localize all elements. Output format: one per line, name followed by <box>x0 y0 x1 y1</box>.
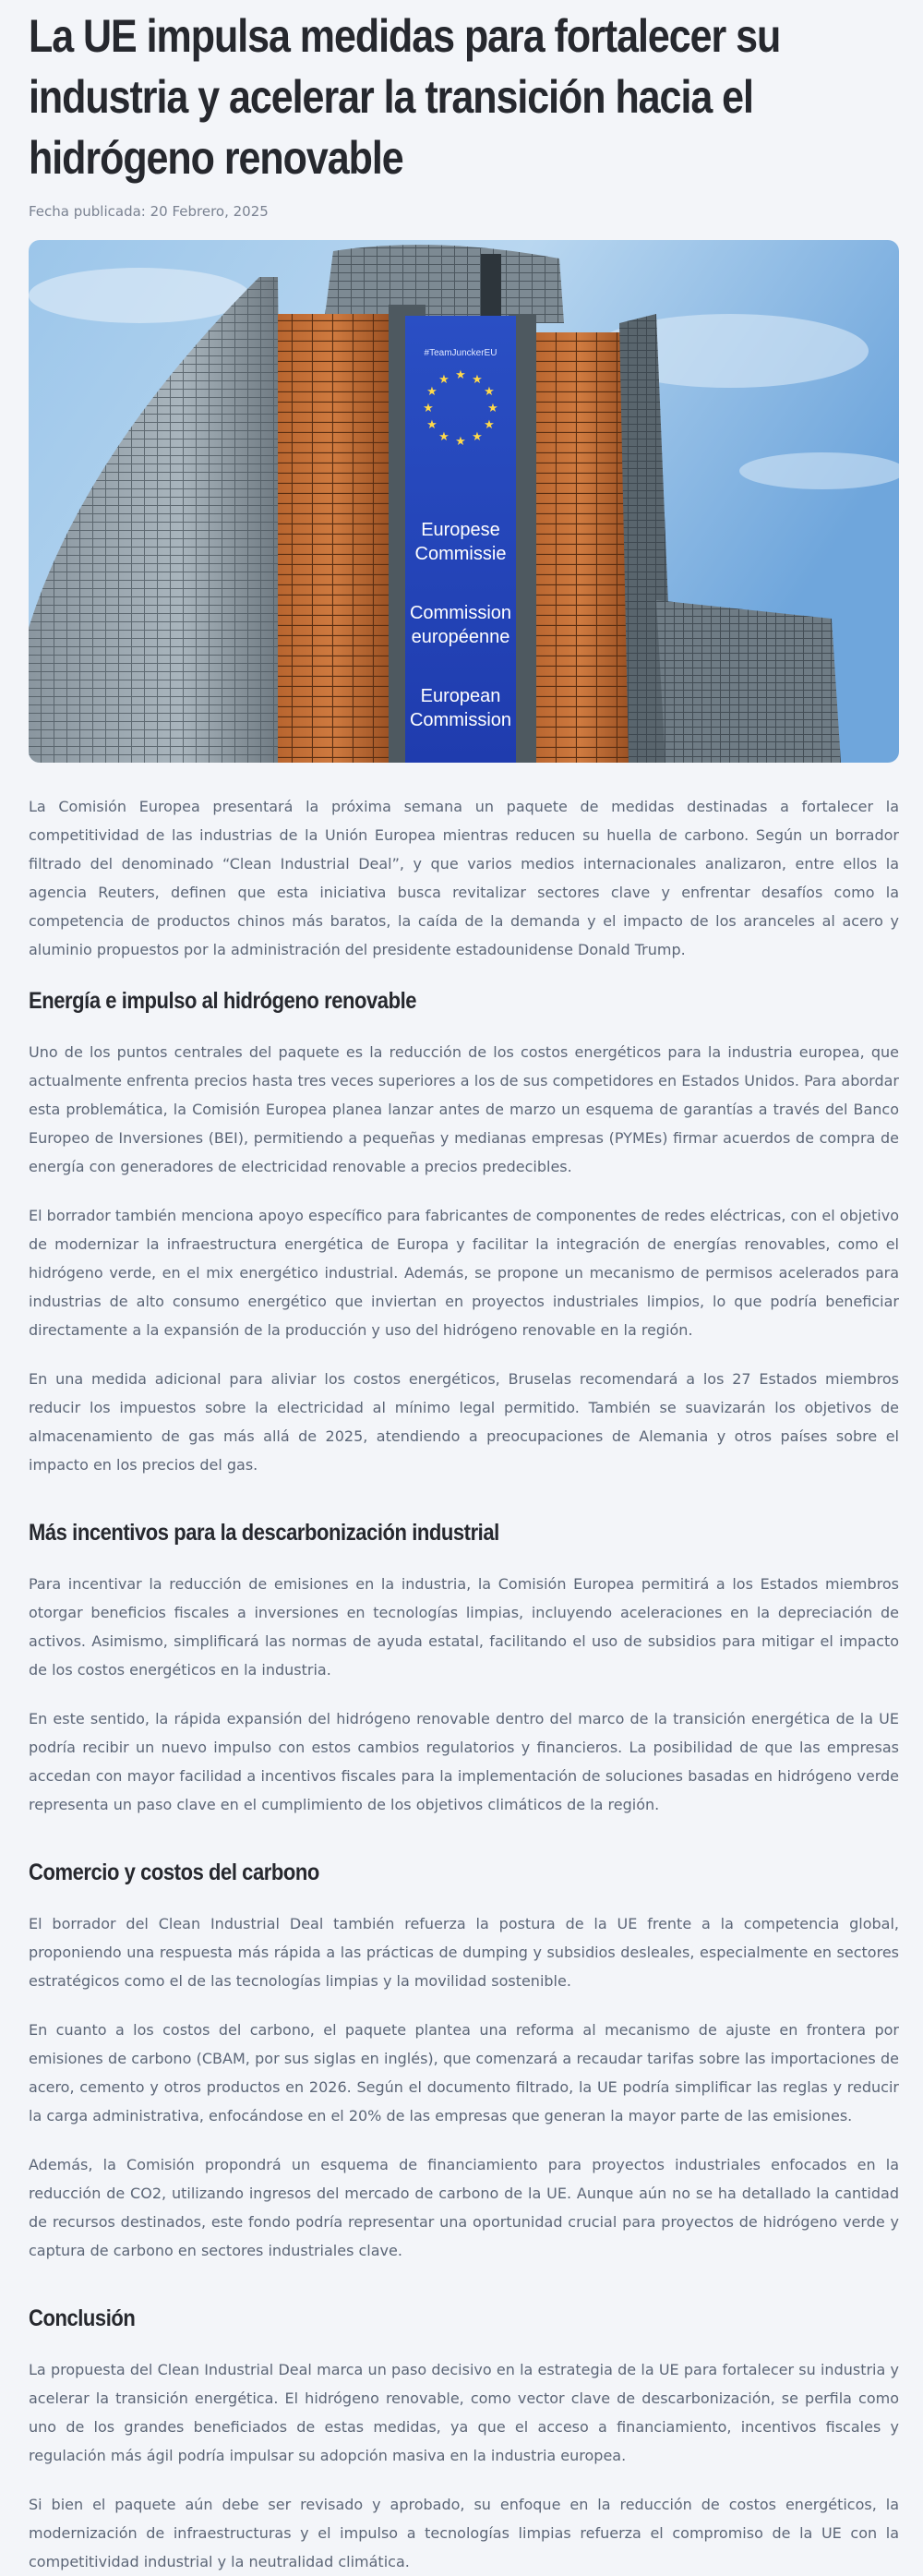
banner-hashtag: #TeamJunckerEU <box>424 348 497 358</box>
section-heading: Comercio y costos del carbono <box>29 1860 319 1885</box>
publish-date: Fecha publicada: 20 Febrero, 2025 <box>29 203 269 220</box>
svg-text:★: ★ <box>484 418 495 432</box>
section-paragraph: Para incentivar la reducción de emisiones en la industria, la Comisión Europea permitirá a los Estados miembros otorgar beneficios fiscales a inversiones en tecnologías limpias, incluyendo aceleraciones en la depreciación de activos. Asimismo, simplificará las normas de ayuda estatal, facilitando el uso de subsidios para mitigar el impacto de los costos energéticos en la industria. <box>29 1575 899 1679</box>
svg-text:★: ★ <box>426 418 438 432</box>
intro-paragraph: La Comisión Europea presentará la próxima semana un paquete de medidas destinadas a fortalecer la competitividad de las industrias de la Unión Europea mientras reducen su huella de carbono. Según un borrador filtrado del denominado “Clean Industrial Deal”, y que varios medios internacionales analizaron, entre ellos la agencia Reuters, definen que esta iniciativa busca revitalizar sectores clave y enfrentar desafíos como la competencia de productos chinos más baratos, la caída de la demanda y el impacto de los aranceles al acero y aluminio propuestos por la administración del presidente estadounidense Donald Trump. <box>29 798 899 958</box>
berlaymont-building-photo <box>29 240 899 763</box>
section-paragraph: La propuesta del Clean Industrial Deal marca un paso decisivo en la estrategia de la UE para fortalecer su industria y acelerar la transición energética. El hidrógeno renovable, como vector clave de descarbonización, se perfila como uno de los grandes beneficiados de estas medidas, ya que el acceso a financiamiento, incentivos fiscales y regulación más ágil podría impulsar su adopción masiva en la industria europea. <box>29 2361 899 2464</box>
section-paragraph: En cuanto a los costos del carbono, el paquete plantea una reforma al mecanismo de ajuste en frontera por emisiones de carbono (CBAM, por sus siglas en inglés), que comenzará a recaudar tarifas sobre las importaciones de acero, cemento y otros productos en 2026. Según el documento filtrado, la UE podría simplificar las reglas y reducir la carga administrativa, enfocándose en el 20% de las empresas que generan la mayor parte de las emisiones. <box>29 2021 899 2125</box>
banner-line: European <box>420 686 501 706</box>
section-heading: Más incentivos para la descarbonización industrial <box>29 1520 499 1546</box>
section-paragraph: Si bien el paquete aún debe ser revisado y aprobado, su enfoque en la reducción de costos energéticos, la modernización de infraestructuras y el impulso a tecnologías limpias refuerza el compromiso de la UE con la competitividad industrial y la neutralidad climática. <box>29 2496 899 2570</box>
article-title: La UE impulsa medidas para fortalecer su industria y acelerar la transición hacia el hidrógeno renovable <box>29 10 781 184</box>
svg-text:★: ★ <box>455 368 466 382</box>
section-paragraph: En una medida adicional para aliviar los costos energéticos, Bruselas recomendará a los 27 Estados miembros reducir los impuestos sobre la electricidad al mínimo legal permitido. También se suavizarán los objetivos de almacenamiento de gas más allá de 2025, atendiendo a preocupaciones de Alemania y otros países sobre el impacto en los precios del gas. <box>29 1370 899 1474</box>
svg-text:★: ★ <box>455 435 466 449</box>
banner-line: Commissie <box>414 544 507 564</box>
svg-text:★: ★ <box>426 385 438 399</box>
section-paragraph: Uno de los puntos centrales del paquete es la reducción de los costos energéticos para la industria europea, que actualmente enfrenta precios hasta tres veces superiores a los de sus competidores en Estados Unidos. Para abordar esta problemática, la Comisión Europea planea lanzar antes de marzo un esquema de garantías a través del Banco Europeo de Inversiones (BEI), permitiendo a pequeñas y medianas empresas (PYMEs) firmar acuerdos de compra de energía con generadores de electricidad renovable a precios predecibles. <box>29 1043 899 1175</box>
banner-line: Commission <box>409 603 512 623</box>
svg-text:★: ★ <box>438 373 450 387</box>
section-heading: Energía e impulso al hidrógeno renovable <box>29 988 417 1014</box>
section-paragraph: Además, la Comisión propondrá un esquema de financiamiento para proyectos industriales enfocados en la reducción de CO2, utilizando ingresos del mercado de carbono de la UE. Aunque aún no se ha detallado la cantidad de recursos destinados, este fondo podría representar una oportunidad crucial para proyectos de hidrógeno verde y captura de carbono en sectores industriales clave. <box>29 2156 899 2259</box>
svg-text:★: ★ <box>438 430 450 444</box>
section-paragraph: El borrador del Clean Industrial Deal también refuerza la postura de la UE frente a la competencia global, proponiendo una respuesta más rápida a las prácticas de dumping y subsidios desleales, especialmente en sectores estratégicos como el de las tecnologías limpias y la movilidad sostenible. <box>29 1915 899 1990</box>
article-body <box>29 792 899 2576</box>
banner-line: européenne <box>411 627 510 647</box>
svg-text:★: ★ <box>472 373 483 387</box>
section-heading: Conclusión <box>29 2305 136 2331</box>
section-paragraph: En este sentido, la rápida expansión del hidrógeno renovable dentro del marco de la transición energética de la UE podría recibir un nuevo impulso con estos cambios regulatorios y financieros. La posibilidad de que las empresas accedan con mayor facilidad a incentivos fiscales para la implementación de soluciones basadas en hidrógeno verde representa un paso clave en el cumplimiento de los objetivos climáticos de la región. <box>29 1710 899 1813</box>
section-paragraph: El borrador también menciona apoyo específico para fabricantes de componentes de redes eléctricas, con el objetivo de modernizar la infraestructura energética de Europa y facilitar la integración de energías renovables, como el hidrógeno verde, en el mix energético industrial. Además, se propone un mecanismo de permisos acelerados para industrias de alto consumo energético que inviertan en proyectos industriales limpios, lo que podría beneficiar directamente a la expansión de la producción y uso del hidrógeno renovable en la región. <box>29 1207 899 1339</box>
banner-line: Europese <box>421 520 500 540</box>
hero-image <box>29 240 899 763</box>
article <box>29 0 899 2576</box>
svg-text:★: ★ <box>472 430 483 444</box>
svg-text:★: ★ <box>423 402 434 415</box>
svg-text:★: ★ <box>484 385 495 399</box>
svg-text:★: ★ <box>487 402 498 415</box>
banner-line: Commission <box>409 710 512 730</box>
